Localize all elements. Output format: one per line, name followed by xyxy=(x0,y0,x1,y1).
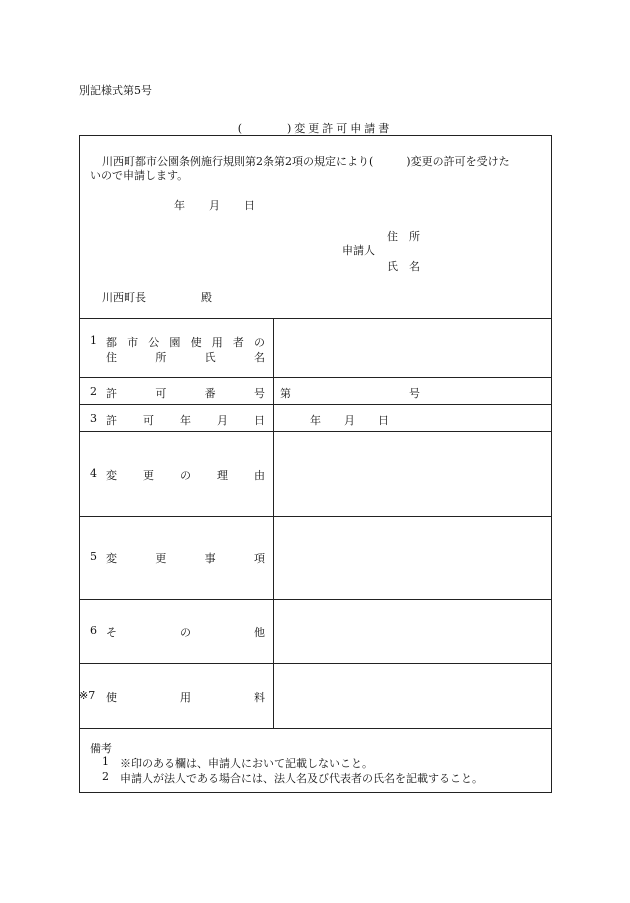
label-char: 名 xyxy=(253,351,265,364)
row-divider xyxy=(80,318,551,319)
application-body-line-2: いので申請します。 xyxy=(90,169,189,182)
label-char: 者 xyxy=(232,336,244,349)
remark-2-text: 申請人が法人である場合には、法人名及び代表者の氏名を記載すること。 xyxy=(120,772,483,785)
label-char: 号 xyxy=(253,387,265,400)
label-char: 使 xyxy=(106,691,117,704)
label-char: 変 xyxy=(106,469,117,482)
label-char: 月 xyxy=(217,414,228,427)
permit-date-month: 月 xyxy=(344,414,355,427)
label-char: 氏 xyxy=(204,351,216,364)
name-label: 氏 名 xyxy=(387,260,420,273)
date-month-label: 月 xyxy=(209,199,220,212)
row-4-number: 4 xyxy=(90,467,97,480)
label-char: 更 xyxy=(143,469,154,482)
label-char: 住 xyxy=(106,351,117,364)
remarks-heading: 備考 xyxy=(90,742,112,755)
address-label: 住 所 xyxy=(387,230,420,243)
label-char: 年 xyxy=(180,414,191,427)
label-char: 市 xyxy=(127,336,139,349)
remark-1-number: 1 xyxy=(102,755,109,768)
label-char: 理 xyxy=(217,469,228,482)
row-divider xyxy=(80,728,551,729)
permit-number-suffix: 号 xyxy=(409,387,420,400)
label-char: 用 xyxy=(211,336,223,349)
row-1-label-line-1 xyxy=(106,334,265,350)
label-char: 所 xyxy=(155,351,167,364)
column-divider xyxy=(273,318,274,728)
row-5-number: 5 xyxy=(90,550,97,563)
remark-2-number: 2 xyxy=(102,770,109,783)
row-7-number: ※7 xyxy=(79,689,96,702)
label-char: 許 xyxy=(106,414,117,427)
label-char: そ xyxy=(106,626,117,639)
remark-1-text: ※印のある欄は、申請人において記載しないこと。 xyxy=(120,757,373,770)
row-divider xyxy=(80,663,551,664)
label-char: の xyxy=(180,469,191,482)
label-char: 用 xyxy=(180,691,191,704)
row-divider xyxy=(80,599,551,600)
label-char: 更 xyxy=(155,552,167,565)
label-char: 都 xyxy=(106,336,117,349)
form-code: 別記様式第5号 xyxy=(79,84,152,97)
row-6-label-text xyxy=(106,624,265,640)
addressee: 川西町長 殿 xyxy=(102,291,212,304)
application-body-line-1: 川西町都市公園条例施行規則第2条第2項の規定により( )変更の許可を受けた xyxy=(102,155,510,168)
row-4-label-text xyxy=(106,467,265,483)
label-char: 変 xyxy=(106,552,117,565)
row-divider xyxy=(80,431,551,432)
label-char: 番 xyxy=(204,387,216,400)
label-char: の xyxy=(253,336,265,349)
label-char: 事 xyxy=(204,552,216,565)
row-2-number: 2 xyxy=(90,385,97,398)
label-char: 項 xyxy=(253,552,265,565)
label-char: 園 xyxy=(169,336,181,349)
row-6-number: 6 xyxy=(90,624,97,637)
permit-date-year: 年 xyxy=(310,414,321,427)
row-3-number: 3 xyxy=(90,412,97,425)
label-char: 他 xyxy=(254,626,265,639)
label-char: 料 xyxy=(254,691,265,704)
label-char: の xyxy=(180,626,191,639)
label-char: 公 xyxy=(148,336,160,349)
row-2-label-text xyxy=(106,385,265,401)
permit-date-day: 日 xyxy=(378,414,389,427)
label-char: 使 xyxy=(190,336,202,349)
application-form-table xyxy=(79,135,552,793)
date-day-label: 日 xyxy=(244,199,255,212)
row-divider xyxy=(80,404,551,405)
row-3-label-text xyxy=(106,412,265,428)
label-char: 許 xyxy=(106,387,117,400)
permit-number-prefix: 第 xyxy=(280,387,291,400)
row-1-label-line-2 xyxy=(106,349,265,365)
label-char: 可 xyxy=(143,414,154,427)
row-5-label-text xyxy=(106,550,265,566)
label-char: 可 xyxy=(155,387,167,400)
label-char: 由 xyxy=(254,469,265,482)
row-divider xyxy=(80,516,551,517)
row-divider xyxy=(80,377,551,378)
date-year-label: 年 xyxy=(174,199,185,212)
applicant-label: 申請人 xyxy=(342,244,375,257)
label-char: 日 xyxy=(254,414,265,427)
row-7-label-text xyxy=(106,689,265,705)
row-1-number: 1 xyxy=(90,334,97,347)
form-title: ( )変更許可申請書 xyxy=(237,122,393,135)
